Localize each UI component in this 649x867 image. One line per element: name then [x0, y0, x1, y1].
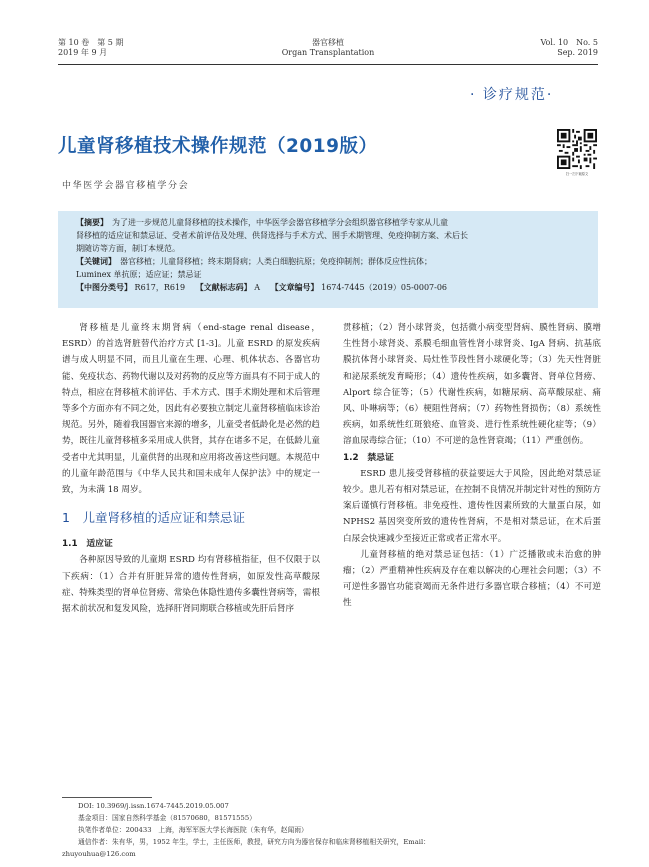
header-volume-issue: 第 10 卷 第 5 期: [58, 38, 124, 47]
footnote-divider: [62, 797, 152, 798]
footnote-fund: 基金项目：国家自然科学基金（81570680，81571555）: [78, 814, 256, 822]
intro-paragraph: 肾移植是儿童终末期肾病（end-stage renal disease，ESRD）的首选肾脏替代治疗方式 [1-3]。儿童 ESRD 的原发疾病谱与成人明显不同，而且儿童在生理、心理、机体状态、各器官功能、免疫状态、药物代谢以及对药物的反应等方面具有不同于成人的特点，相应在肾移植术前评估、手术方式、围手术期处理和术后管理等多个方面亦有不同之处，因此有必要独立制定儿童肾移植临床诊治规范。另外，随着我国器官来源的增多，儿童受者低龄化是必然的趋势，既往儿童肾移植多采用成人供肾，其存在诸多不足，在低龄儿童受者中尤其明显，儿童供肾的出现和应用将改善这些问题。本规范中的儿童年龄范围与《中华人民共和国未成年人保护法》中的规定一致，为未满 18 周岁。: [62, 323, 320, 496]
doc-label: 【文献标志码】: [195, 282, 252, 292]
footnote-contact: 通信作者：朱有华，男，1952 年生，学士，主任医师，教授，研究方向为器官保存和临床肾移植相关研究，Email：: [78, 838, 430, 846]
header-volume-en: [540, 38, 598, 58]
body-column-right: [343, 320, 601, 612]
abstract-box: [58, 211, 598, 308]
qr-code-icon[interactable]: [557, 129, 597, 169]
footnote-email[interactable]: zhuyouhua@126.com: [62, 850, 136, 858]
abstract-classification-line: [76, 281, 589, 294]
section-tag: · 诊疗规范·: [470, 87, 554, 103]
abstract-keywords-line2: Luminex 单抗原；适应证；禁忌证: [76, 270, 202, 279]
keywords-label: 【关键词】: [76, 256, 112, 266]
article-value: 1674-7445（2019）05-0007-06: [321, 283, 448, 292]
header-journal-cn: 器官移植: [312, 38, 344, 47]
section-heading-1: 1 儿童肾移植的适应证和禁忌证: [62, 510, 245, 526]
body-column-left: [62, 320, 320, 617]
article-title: 儿童肾移植技术操作规范（2019版）: [58, 136, 378, 157]
header-date-cn: 2019 年 9 月: [58, 48, 108, 57]
header-journal-en: Organ Transplantation: [281, 48, 375, 57]
author-line: 中华医学会器官移植学分会: [62, 181, 190, 191]
header-date-en: Sep. 2019: [557, 48, 598, 57]
class-value: R617，R619: [134, 283, 186, 292]
summary-label: 【摘要】: [76, 217, 104, 227]
article-label: 【文章编号】: [270, 282, 319, 292]
abstract-summary-line3: 期随访等方面，制订本规范。: [76, 244, 180, 253]
footnote-doi[interactable]: DOI: 10.3969/j.issn.1674-7445.2019.05.007: [78, 802, 229, 810]
footnote-unit: 执笔作者单位：200433 上海，海军军医大学长海医院（朱有华，赵闻雨）: [78, 826, 308, 834]
abstract-summary-line1: [76, 216, 589, 229]
abstract-keywords-line1: [76, 255, 589, 268]
summary-text-1: 为了进一步规范儿童肾移植的技术操作，中华医学会器官移植学分会组织器官移植学专家从儿童: [112, 218, 448, 227]
indications-paragraph: 各种原因导致的儿童期 ESRD 均有肾移植指征，但不仅限于以下疾病：（1）合并有肝脏异常的遗传性肾病，如原发性高草酸尿症、特殊类型的肾单位肾痨、常染色体隐性遗传多囊性肾病等，需根据术前状况和复发风险，选择肝肾同期联合移植或先肝后肾序: [62, 555, 320, 615]
footnotes: [62, 800, 598, 860]
class-label: 【中图分类号】: [76, 282, 132, 292]
indications-continued: 贯移植；（2）肾小球肾炎，包括微小病变型肾病、膜性肾病、膜增生性肾小球肾炎、系膜毛细血管性肾小球肾炎、IgA 肾病、抗基底膜抗体肾小球肾炎、局灶性节段性肾小球硬化等；（3）先天性肾脏和泌尿系统发育畸形；（4）遗传性疾病，如多囊肾、肾单位肾痨、Alport 综合征等；（5）代谢性疾病，如糖尿病、高草酸尿症、痛风、卟啉病等；（6）梗阻性肾病；（7）药物性肾损伤；（8）系统性疾病，如系统性红斑狼疮、血管炎、进行性系统性硬化症等；（9）溶血尿毒综合征；（10）不可逆的急性肾衰竭；（11）严重创伤。: [343, 323, 601, 447]
subsection-heading-1-2: 1.2 禁忌证: [343, 452, 394, 463]
keywords-text-1: 器官移植；儿童肾移植；终末期肾病；人类白细胞抗原；免疫抑制剂；群体反应性抗体；: [120, 257, 432, 266]
header-vol-no: Vol. 10 No. 5: [540, 38, 598, 47]
abstract-summary-line2: 肾移植的适应证和禁忌证、受者术前评估及处理、供肾选择与手术方式、围手术期管理、免疫抑制方案、术后长: [76, 231, 468, 240]
header-divider: [58, 64, 598, 65]
qr-caption: 扫一扫下载原文: [565, 172, 589, 176]
doc-value: A: [254, 283, 261, 292]
header-journal: [58, 38, 598, 58]
contraindications-paragraph: ESRD 患儿接受肾移植的获益要远大于风险，因此绝对禁忌证较少。患儿若有相对禁忌证，在控制不良情况并制定针对性的预防方案后谨慎行肾移植。非免疫性、遗传性因素所致的大量蛋白尿，如 NPHS2 基因突变所致的遗传性肾病，不是相对禁忌证，在术后蛋白尿会快速减少至接近正常或者正常水平。: [343, 468, 601, 544]
subsection-heading-1-1: 1.1 适应证: [62, 539, 113, 550]
absolute-contraindications-paragraph: 儿童肾移植的绝对禁忌证包括：（1）广泛播散或未治愈的肿瘤；（2）严重精神性疾病及存在难以解决的心理社会问题；（3）不可逆性多器官功能衰竭而无条件进行多器官联合移植；（4）不可逆性: [343, 549, 601, 609]
